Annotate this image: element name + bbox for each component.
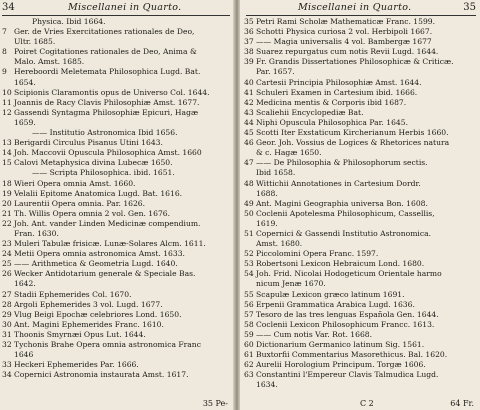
entry-text: Buxtorfii Commentarius Masorethicus. Bal. 1620. [256, 350, 448, 360]
entry-text: Joannis de Racy Clavis Philosophiæ Amst. 1677. [14, 97, 200, 107]
entry-number: 31 [2, 329, 12, 339]
header-rule [246, 15, 476, 16]
catalogue-entry [244, 199, 476, 209]
page-number: 34 [2, 2, 15, 13]
catalogue-entry [2, 330, 230, 340]
entry-text: Robertsoni Lexicon Hebraicum Lond. 1680. [256, 259, 425, 269]
entry-text: Tychonis Brahe Opera omnia astronomica Franc [14, 340, 201, 349]
entry-number: 12 [2, 107, 12, 117]
catalogue-entry [244, 138, 476, 148]
page-number: 35 [463, 2, 476, 13]
catalogue-entry [244, 108, 476, 118]
entry-number: 11 [2, 97, 12, 107]
entry-number: 28 [2, 299, 12, 309]
entry-text: —— De Philosophia & Philosophorum sectis. [256, 158, 428, 168]
catalogue-entry [2, 128, 230, 138]
entry-text: Constantini l'Empereur Clavis Talmudica Lugd. [256, 370, 439, 380]
entry-number: 29 [2, 309, 12, 319]
entry-number: 10 [2, 87, 12, 97]
entry-text: Tesoro de las tres lenguas Española Gen. 1644. [256, 309, 439, 319]
catalogue-entry: Par. 1657. [256, 67, 295, 77]
entry-text: Copernici Astronomia instaurata Amst. 1617. [14, 370, 189, 380]
entry-number: 19 [2, 188, 12, 198]
catalogue-entry: & c. Hagæ 1650. [256, 148, 322, 158]
entry-text: Physica. Ibid 1664. [32, 17, 106, 26]
entry-text: Coclenii Lexicon Philosophicum Francc. 1613. [256, 319, 435, 329]
entry-number: 38 [244, 47, 254, 57]
entry-text: Suarez repurgatus cum notis Revii Lugd. 1644. [256, 47, 439, 57]
entry-text: Vlug Beigi Epochæ celebriores Lond. 1650. [14, 309, 182, 319]
entry-number: 53 [244, 259, 254, 269]
catalogue-entry [244, 300, 476, 310]
left-page [0, 0, 236, 410]
entry-number: 61 [244, 350, 254, 360]
entry-number: 8 [2, 47, 7, 57]
catalogue-entry [2, 27, 230, 37]
catalogue-entry [2, 259, 230, 269]
catalogue-entry [244, 330, 476, 340]
entry-text: Muleri Tabulæ frisicæ. Lunæ-Solares Alcm. 1611. [14, 239, 206, 249]
entry-number: 32 [2, 340, 12, 349]
entry-text: Erpenii Grammatica Arabica Lugd. 1636. [256, 299, 415, 309]
catalogue-entry [244, 310, 476, 320]
entry-text: Calovi Metaphysica divina Lubecæ 1650. [14, 158, 173, 168]
catalogue-entry [244, 179, 476, 189]
catalogue-entry: 1634. [256, 380, 278, 390]
entry-text: Thoonis Smyrnæi Opus Lut. 1644. [14, 329, 146, 339]
catalogue-entry [2, 269, 230, 279]
running-head: Miscellanei in Quarto. [68, 2, 182, 13]
catalogue-entry [2, 249, 230, 259]
catalogue-entry [244, 370, 476, 380]
catalogue-entry [2, 88, 230, 98]
catalogue-entry: 1642. [14, 279, 36, 289]
entry-number: 55 [244, 289, 254, 299]
catalogue-entry [2, 98, 230, 108]
entry-number: 36 [244, 27, 254, 37]
catalogue-entry [244, 78, 476, 88]
catalogue-entry [2, 189, 230, 199]
right-page [240, 0, 480, 410]
catalogue-entry [244, 259, 476, 269]
catalogue-entry [244, 209, 476, 219]
entry-text: Fr. Grandis Dissertationes Philosophicæ & Criticæ. [256, 57, 454, 67]
entry-text: Gassendi Syntagma Philosophiæ Epicuri, Hagæ [14, 107, 199, 117]
catalogue-entry: 1659. [14, 117, 36, 127]
entry-text: Berigardi Circulus Pisanus Utini 1643. [14, 138, 163, 148]
entry-text: Copernici & Gassendi Institutio Astronomica. [256, 228, 432, 238]
entry-number: 9 [2, 67, 7, 77]
catalogue-entry [2, 310, 230, 320]
entry-text: Metii Opera omnia astronomica Amst. 1633. [14, 249, 185, 259]
entry-number: 40 [244, 77, 254, 87]
entry-text: —— Magia universalis 4 vol. Bambergæ 1677 [256, 37, 432, 47]
entry-number: 24 [2, 249, 12, 259]
entry-text: Th. Willis Opera omnia 2 vol. Gen. 1676. [14, 208, 171, 218]
entry-text: Scipionis Claramontis opus de Universo Col. 1644. [14, 87, 210, 97]
catalogue-entry [244, 290, 476, 300]
entry-number: 42 [244, 97, 254, 107]
entry-text: Wieri Opera omnia Amst. 1660. [14, 178, 136, 188]
entry-number: 41 [244, 87, 254, 97]
entry-text: Schotti Physica curiosa 2 vol. Herbipoli 1667. [256, 27, 433, 37]
entry-number: 51 [244, 228, 254, 238]
entry-text: Argoli Ephemerides 3 vol. Lugd. 1677. [14, 299, 163, 309]
entry-number: 52 [244, 249, 254, 259]
catalogue-entry [2, 370, 230, 380]
entry-text: Poiret Cogitationes rationales de Deo, Anima & [14, 47, 197, 57]
entry-number: 54 [244, 269, 254, 279]
entry-number: 21 [2, 208, 12, 218]
entry-text: Hereboordi Meletemata Philosophica Lugd. Bat. [14, 67, 201, 77]
entry-number: 49 [244, 198, 254, 208]
catalogue-entry: 1619. [256, 218, 278, 228]
entry-text: Aurelii Horologium Principum. Torgæ 1606. [256, 360, 426, 370]
entry-text: Scotti Iter Exstaticum Kircherianum Herbis 1660. [256, 128, 449, 138]
catalogue-entry: nicum Jenæ 1670. [256, 279, 326, 289]
entry-text: Petri Rami Scholæ Mathematicæ Franc. 1599. [256, 17, 436, 26]
entry-number: 39 [244, 57, 254, 67]
entry-number: 44 [244, 117, 254, 127]
entry-text: Medicina mentis & Corporis ibid 1687. [256, 97, 407, 107]
catalogue-entry [2, 158, 230, 168]
header-rule [2, 15, 230, 16]
catalogue-entry [244, 17, 476, 27]
entry-number: 18 [2, 178, 12, 188]
entry-text: Ant. Magini Ephemerides Franc. 1610. [14, 319, 164, 329]
entry-text: Ant. Magini Geographia universa Bon. 1608. [256, 198, 428, 208]
entry-text: —— Cum notis Var. Rot. 1668. [256, 329, 373, 339]
catalogue-entry [244, 249, 476, 259]
catalogue-entry [244, 360, 476, 370]
entry-text: Joh. Ant. vander Linden Medicinæ compendium. [14, 218, 201, 228]
catalogue-entry [2, 300, 230, 310]
entry-text: Wittichii Annotationes in Cartesium Dordr. [256, 178, 421, 188]
entry-number: 35 [244, 17, 254, 26]
entry-number: 14 [2, 148, 12, 158]
catalogue-entry: Ultr. 1685. [14, 37, 56, 47]
entry-number: 62 [244, 360, 254, 370]
entry-number: 50 [244, 208, 254, 218]
entry-number: 37 [244, 37, 254, 47]
entry-text: Joh. Maccovii Opuscula Philosophica Amst. 1660 [14, 148, 202, 158]
entry-number: 45 [244, 128, 254, 138]
entry-number: 20 [2, 198, 12, 208]
catalogue-entry [244, 269, 476, 279]
signature-mark: C 2 [360, 399, 374, 408]
catalogue-entry [244, 128, 476, 138]
entry-number: 48 [244, 178, 254, 188]
entry-text: Coclenii Apotelesma Philosophicum, Cassellis, [256, 208, 435, 218]
entry-text: Niphi Opuscula Philosophica Par. 1645. [256, 117, 408, 127]
entry-number: 22 [2, 218, 12, 228]
catalogue-entry [2, 340, 230, 350]
entry-number: 25 [2, 259, 12, 269]
catalogue-entry [2, 108, 230, 118]
entry-text: Geor. Joh. Vossius de Logices & Rhetorices natura [256, 138, 450, 148]
catalogue-entry: 1654. [14, 77, 36, 87]
catalogue-entry [2, 138, 230, 148]
entry-number: 58 [244, 319, 254, 329]
catalogue-entry [2, 290, 230, 300]
entry-text: —— Scripta Philosophica. ibid. 1651. [32, 168, 175, 178]
entry-text: —— Arithmetica & Geometria Lugd. 1640. [14, 259, 178, 269]
catalogue-entry [2, 199, 230, 209]
catalogue-entry [244, 350, 476, 360]
catalogue-entry [2, 209, 230, 219]
entry-text: Velalii Epitome Anatomica Lugd. Bat. 1616. [14, 188, 183, 198]
catchword: 64 Fr. [450, 399, 474, 408]
catalogue-entry [2, 148, 230, 158]
catalogue-entry [2, 47, 230, 57]
entry-number: 13 [2, 138, 12, 148]
catalogue-entry [244, 47, 476, 57]
entry-number: 60 [244, 340, 254, 349]
catalogue-entries [2, 17, 230, 380]
entry-text: Wecker Antidotarium generale & Speciale Bas. [14, 269, 196, 279]
entry-number: 43 [244, 107, 254, 117]
catalogue-entry [2, 168, 230, 178]
catalogue-entry [244, 98, 476, 108]
entry-number: 59 [244, 329, 254, 339]
catalogue-entry [2, 67, 230, 77]
entry-number: 56 [244, 299, 254, 309]
entry-number: 30 [2, 319, 12, 329]
catalogue-entry [244, 37, 476, 47]
catalogue-entry [244, 57, 476, 67]
entry-text: Heckeri Ephemerides Par. 1666. [14, 360, 139, 370]
catalogue-entry: Malo. Amst. 1685. [14, 57, 85, 67]
catalogue-entry: Amst. 1680. [256, 239, 303, 249]
catalogue-entry [244, 118, 476, 128]
catalogue-entry [244, 158, 476, 168]
entry-text: Scaliehii Encyclopediæ Bat. [256, 107, 364, 117]
entry-text: Piccolomini Opera Franc. 1597. [256, 249, 379, 259]
entry-text: Laurentii Opera omnia. Par. 1626. [14, 198, 146, 208]
entry-number: 23 [2, 239, 12, 249]
catalogue-entry: 1646 [14, 350, 34, 360]
catalogue-entry [244, 229, 476, 239]
entry-text: Cartesii Principia Philosophiæ Amst. 1644. [256, 77, 422, 87]
catalogue-entry [244, 27, 476, 37]
entry-text: Joh. Frid. Nicolai Hodogeticum Orientale harmo [256, 269, 442, 279]
entry-number: 7 [2, 27, 7, 37]
catalogue-entry [2, 17, 230, 27]
catalogue-entries [244, 17, 476, 390]
entry-text: Stadii Ephemerides Col. 1670. [14, 289, 132, 299]
catalogue-entry: 1688. [256, 188, 278, 198]
catalogue-entry: Ibid 1658. [256, 168, 296, 178]
catalogue-entry [244, 340, 476, 350]
entry-number: 46 [244, 138, 254, 148]
entry-number: 27 [2, 289, 12, 299]
entry-text: Dictionarium Germanico latinum Sig. 1561. [256, 340, 425, 349]
catalogue-entry [244, 320, 476, 330]
catalogue-entry: Fran. 1630. [14, 228, 59, 238]
entry-number: 33 [2, 360, 12, 370]
entry-number: 34 [2, 370, 12, 380]
catalogue-entry [2, 219, 230, 229]
entry-text: Scapulæ Lexicon græco latinum 1691. [256, 289, 405, 299]
entry-text: Schuleri Examen in Cartesium ibid. 1666. [256, 87, 418, 97]
catchword: 35 Pe- [202, 399, 228, 408]
catalogue-entry [2, 320, 230, 330]
running-head: Miscellanei in Quarto. [298, 2, 412, 13]
entry-number: 26 [2, 269, 12, 279]
catalogue-entry [2, 360, 230, 370]
entry-number: 63 [244, 370, 254, 380]
catalogue-entry [244, 88, 476, 98]
entry-number: 47 [244, 158, 254, 168]
entry-text: Ger. de Vries Exercitationes rationales de Deo, [14, 27, 195, 37]
entry-number: 15 [2, 158, 12, 168]
entry-number: 57 [244, 309, 254, 319]
catalogue-entry [2, 179, 230, 189]
entry-text: —— Institutio Astronomica Ibid 1656. [32, 128, 178, 138]
catalogue-entry [2, 239, 230, 249]
